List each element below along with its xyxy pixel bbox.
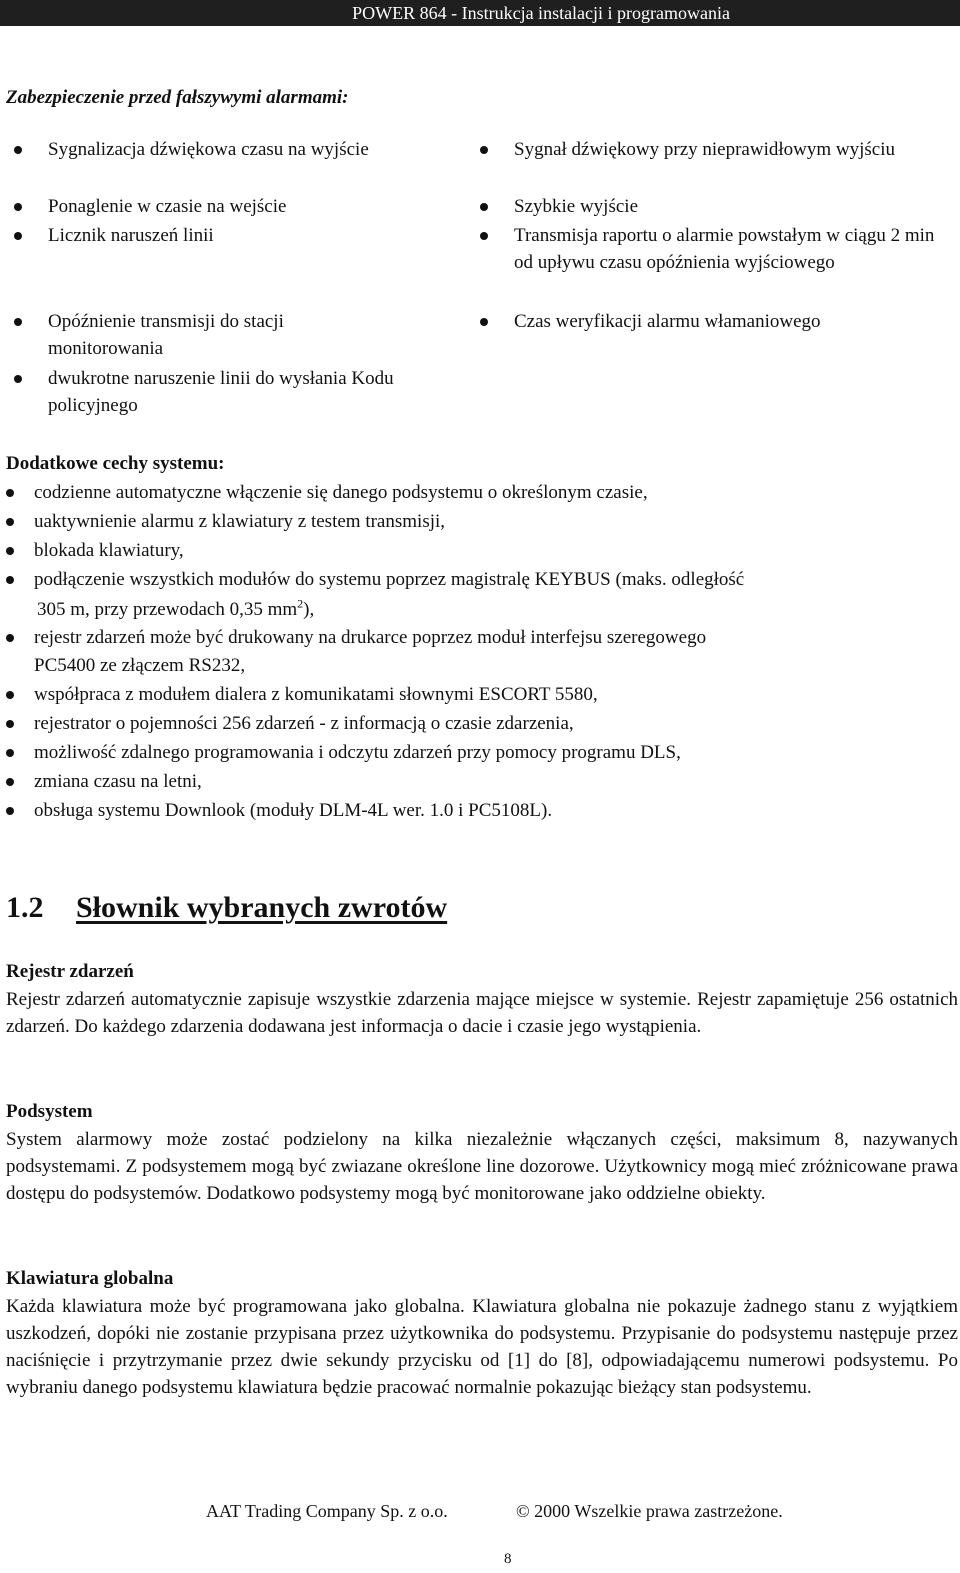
list-item-text: ),: [303, 599, 315, 620]
bullet-icon: [14, 203, 22, 211]
list-item: [6, 508, 956, 535]
section-heading: [6, 890, 447, 926]
bullet-icon: [6, 489, 14, 497]
glossary-definition: Rejestr zdarzeń automatycznie zapisuje wszystkie zdarzenia mające miejsce w systemie. Rejestr zapamiętuje 256 ostatnich zdarzeń. Do każdego zdarzenia dodawana jest informacja o dacie i czasie jego wystąpienia.: [6, 989, 958, 1037]
list-item-text: dwukrotne naruszenie linii do wysłania Kodu policyjnego: [48, 368, 394, 416]
bullet-icon: [14, 318, 22, 326]
list-item: [14, 193, 464, 220]
list-item: [6, 681, 956, 708]
list-item: [6, 624, 956, 651]
page-header: [0, 0, 960, 26]
bullet-icon: [14, 375, 22, 383]
section-heading-title: Słownik wybranych zwrotów: [76, 891, 448, 924]
list-item-text: Sygnalizacja dźwiękowa czasu na wyjście: [48, 139, 369, 160]
list-item-text: 305 m, przy przewodach 0,35 mm: [37, 599, 298, 620]
list-item: [480, 193, 950, 220]
list-item: [14, 365, 464, 419]
false-alarm-section-title: Zabezpieczenie przed fałszywymi alarmami:: [6, 87, 349, 108]
bullet-icon: [480, 146, 488, 154]
glossary-term: Podsystem: [6, 1101, 93, 1122]
list-item-text: zmiana czasu na letni,: [34, 771, 202, 792]
list-item-continuation: [37, 596, 314, 623]
bullet-icon: [480, 318, 488, 326]
list-item-text: uaktywnienie alarmu z klawiatury z testem transmisji,: [34, 511, 446, 532]
list-item-text: Opóźnienie transmisji do stacji monitorowania: [48, 311, 284, 359]
list-item: [6, 710, 956, 737]
bullet-icon: [6, 518, 14, 526]
glossary-definition: System alarmowy może zostać podzielony na kilka niezależnie włączanych części, maksimum 8, nazywanych podsystemami. Z podsystemem mogą być zwiazane określone line dozorowe. Użytkownicy mogą mieć zróżnicowane prawa dostępu do podsystemów. Dodatkowo podsystemy mogą być monitorowane jako oddzielne obiekty.: [6, 1129, 958, 1204]
list-item: [6, 797, 956, 824]
page-number: 8: [504, 1551, 512, 1567]
section-number: 1.2: [6, 891, 44, 924]
list-item: [14, 136, 464, 163]
list-item: [480, 308, 950, 335]
bullet-icon: [14, 232, 22, 240]
list-item-text: codzienne automatyczne włączenie się danego podsystemu o określonym czasie,: [34, 482, 648, 503]
bullet-icon: [6, 749, 14, 757]
list-item-text: możliwość zdalnego programowania i odczytu zdarzeń przy pomocy programu DLS,: [34, 742, 681, 763]
additional-features-title: Dodatkowe cechy systemu:: [6, 453, 225, 474]
glossary-term: Klawiatura globalna: [6, 1268, 174, 1289]
bullet-icon: [6, 720, 14, 728]
list-item: [6, 479, 956, 506]
list-item-continuation: PC5400 ze złączem RS232,: [34, 655, 246, 676]
bullet-icon: [6, 576, 14, 584]
list-item: [480, 222, 950, 276]
list-item-text: Ponaglenie w czasie na wejście: [48, 196, 287, 217]
list-item: [6, 739, 956, 766]
bullet-icon: [480, 203, 488, 211]
list-item: [6, 537, 956, 564]
list-item: [14, 308, 464, 362]
list-item-text: współpraca z modułem dialera z komunikatami słownymi ESCORT 5580,: [34, 684, 598, 705]
footer-copyright: © 2000 Wszelkie prawa zastrzeżone.: [516, 1501, 783, 1521]
glossary-term: Rejestr zdarzeń: [6, 961, 134, 982]
list-item-text: rejestr zdarzeń może być drukowany na drukarce poprzez moduł interfejsu szeregowego: [34, 627, 707, 648]
superscript: 2: [297, 596, 304, 611]
list-item: [480, 136, 950, 163]
bullet-icon: [6, 634, 14, 642]
bullet-icon: [480, 232, 488, 240]
list-item: [6, 566, 956, 593]
bullet-icon: [6, 547, 14, 555]
list-item-text: obsługa systemu Downlook (moduły DLM-4L wer. 1.0 i PC5108L).: [34, 800, 553, 821]
bullet-icon: [6, 691, 14, 699]
list-item-text: Licznik naruszeń linii: [48, 225, 214, 246]
list-item-text: Czas weryfikacji alarmu włamaniowego: [514, 311, 821, 332]
list-item-text: Transmisja raportu o alarmie powstałym w ciągu 2 min od upływu czasu opóźnienia wyjściowego: [514, 225, 935, 273]
bullet-icon: [14, 146, 22, 154]
list-item: [6, 768, 956, 795]
bullet-icon: [6, 778, 14, 786]
list-item: [14, 222, 464, 249]
list-item-text: rejestrator o pojemności 256 zdarzeń - z informacją o czasie zdarzenia,: [34, 713, 574, 734]
list-item-text: podłączenie wszystkich modułów do systemu poprzez magistralę KEYBUS (maks. odległość: [34, 569, 745, 590]
bullet-icon: [6, 807, 14, 815]
footer-company: AAT Trading Company Sp. z o.o.: [206, 1501, 448, 1521]
document-title: POWER 864 - Instrukcja instalacji i programowania: [352, 3, 730, 23]
list-item-text: Szybkie wyjście: [514, 196, 639, 217]
list-item-text: Sygnał dźwiękowy przy nieprawidłowym wyjściu: [514, 139, 895, 160]
glossary-definition: Każda klawiatura może być programowana jako globalna. Klawiatura globalna nie pokazuje żadnego stanu z wyjątkiem uszkodzeń, dopóki nie zostanie przypisana przez użytkownika do podsystemu. Przypisanie do podsystemu następuje przez naciśnięcie i przytrzymanie przez dwie sekundy przycisku od [1] do [8], odpowiadającemu numerowi podsystemu. Po wybraniu danego podsystemu klawiatura będzie pracować normalnie pokazując bieżący stan podsystemu.: [6, 1296, 958, 1398]
list-item-text: blokada klawiatury,: [34, 540, 184, 561]
